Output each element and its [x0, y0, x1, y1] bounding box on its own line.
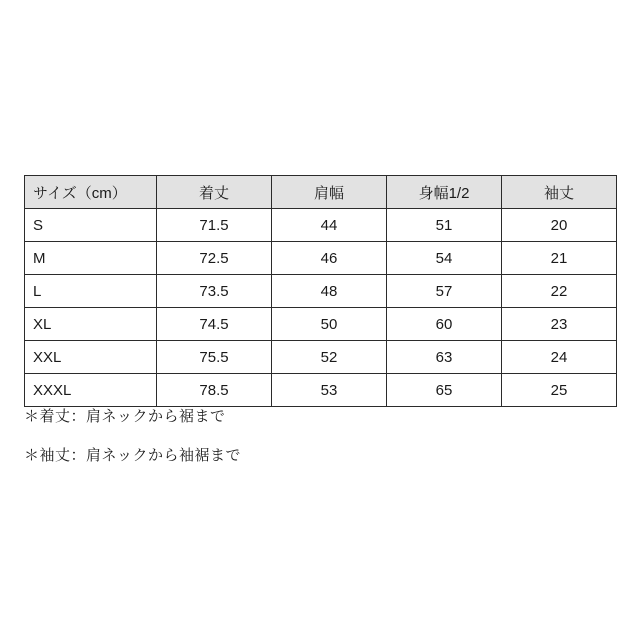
cell-chest-half: 54	[387, 242, 502, 275]
size-table-container	[24, 175, 616, 407]
cell-shoulder: 52	[272, 341, 387, 374]
cell-shoulder: 48	[272, 275, 387, 308]
table-row	[25, 374, 617, 407]
cell-chest-half: 60	[387, 308, 502, 341]
table-row	[25, 308, 617, 341]
cell-length: 75.5	[157, 341, 272, 374]
cell-chest-half: 57	[387, 275, 502, 308]
cell-shoulder: 50	[272, 308, 387, 341]
cell-shoulder: 46	[272, 242, 387, 275]
cell-sleeve: 23	[502, 308, 617, 341]
cell-length: 71.5	[157, 209, 272, 242]
note-sleeve: ＊袖丈：肩ネックから袖裾まで	[24, 446, 242, 464]
cell-size-label: S	[25, 209, 157, 242]
cell-chest-half: 51	[387, 209, 502, 242]
cell-size-label: XXL	[25, 341, 157, 374]
note-length: ＊着丈：肩ネックから裾まで	[24, 408, 226, 425]
cell-size-label: M	[25, 242, 157, 275]
cell-shoulder: 44	[272, 209, 387, 242]
cell-length: 72.5	[157, 242, 272, 275]
cell-length: 74.5	[157, 308, 272, 341]
cell-sleeve: 21	[502, 242, 617, 275]
table-row	[25, 341, 617, 374]
column-header-shoulder: 肩幅	[272, 176, 387, 209]
table-header-row	[25, 176, 617, 209]
column-header-length: 着丈	[157, 176, 272, 209]
cell-size-label: XXXL	[25, 374, 157, 407]
cell-length: 78.5	[157, 374, 272, 407]
column-header-sleeve: 袖丈	[502, 176, 617, 209]
cell-sleeve: 20	[502, 209, 617, 242]
cell-sleeve: 22	[502, 275, 617, 308]
cell-chest-half: 65	[387, 374, 502, 407]
column-header-size: サイズ（cm）	[25, 176, 157, 209]
cell-shoulder: 53	[272, 374, 387, 407]
size-table-head	[25, 176, 617, 209]
cell-chest-half: 63	[387, 341, 502, 374]
table-row	[25, 275, 617, 308]
column-header-chest-half: 身幅1/2	[387, 176, 502, 209]
cell-length: 73.5	[157, 275, 272, 308]
cell-sleeve: 24	[502, 341, 617, 374]
cell-size-label: XL	[25, 308, 157, 341]
table-row	[25, 209, 617, 242]
table-row	[25, 242, 617, 275]
size-table	[24, 175, 617, 407]
cell-size-label: L	[25, 275, 157, 308]
size-table-body	[25, 209, 617, 407]
cell-sleeve: 25	[502, 374, 617, 407]
measurement-notes	[24, 406, 616, 483]
